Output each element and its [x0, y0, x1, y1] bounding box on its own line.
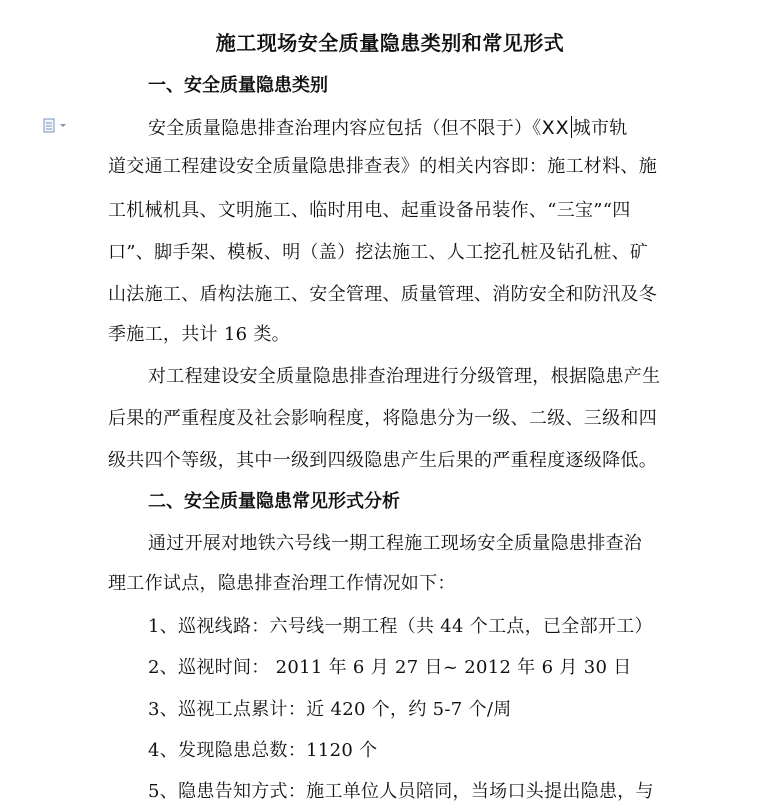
paragraph1-line2: 道交通工程建设安全质量隐患排查表》的相关内容即：施工材料、施: [108, 156, 657, 177]
section2-heading: 二、安全质量隐患常见形式分析: [148, 491, 400, 512]
section2-intro-line1: 通过开展对地铁六号线一期工程施工现场安全质量隐患排查治: [148, 533, 643, 554]
paragraph2-line1: 对工程建设安全质量隐患排查治理进行分级管理，根据隐患产生: [148, 366, 661, 387]
list-item: 2、巡视时间： 2011 年 6 月 27 日~ 2012 年 6 月 30 日: [148, 657, 632, 678]
paragraph1-line5: 山法施工、盾构法施工、安全管理、质量管理、消防安全和防汛及冬: [108, 284, 657, 305]
p1-line1-pre: 安全质量隐患排查治理内容应包括（但不限于）《: [148, 118, 542, 139]
list-item: 5、隐患告知方式：施工单位人员陪同，当场口头提出隐患，与: [148, 781, 654, 802]
section1-heading: 一、安全质量隐患类别: [148, 75, 328, 96]
paragraph1-line6: 季施工，共计 16 类。: [108, 324, 290, 345]
document-comment-icon[interactable]: [42, 118, 70, 134]
list-item: 3、巡视工点累计：近 420 个，约 5-7 个/周: [148, 699, 512, 720]
list-item: 4、发现隐患总数：1120 个: [148, 740, 378, 761]
list-item: 1、巡视线路：六号线一期工程（共 44 个工点，已全部开工）: [148, 616, 653, 637]
p1-line1-post: 城市轨: [572, 118, 628, 139]
paragraph1-line1: [148, 114, 628, 143]
paragraph1-line4: 口”、脚手架、模板、明（盖）挖法施工、人工挖孔桩及钻孔桩、矿: [108, 242, 649, 263]
paragraph2-line2: 后果的严重程度及社会影响程度，将隐患分为一级、二级、三级和四: [108, 408, 657, 429]
document-title: 施工现场安全质量隐患类别和常见形式: [215, 31, 565, 55]
paragraph1-line3: 工机械机具、文明施工、临时用电、起重设备吊装作、“三宝”“四: [108, 200, 631, 221]
p1-line1-xx: XX: [541, 117, 570, 139]
paragraph2-line3: 级共四个等级，其中一级到四级隐患产生后果的严重程度逐级降低。: [108, 450, 657, 471]
section2-intro-line2: 理工作试点，隐患排查治理工作情况如下：: [108, 573, 456, 594]
text-cursor: [571, 116, 572, 138]
